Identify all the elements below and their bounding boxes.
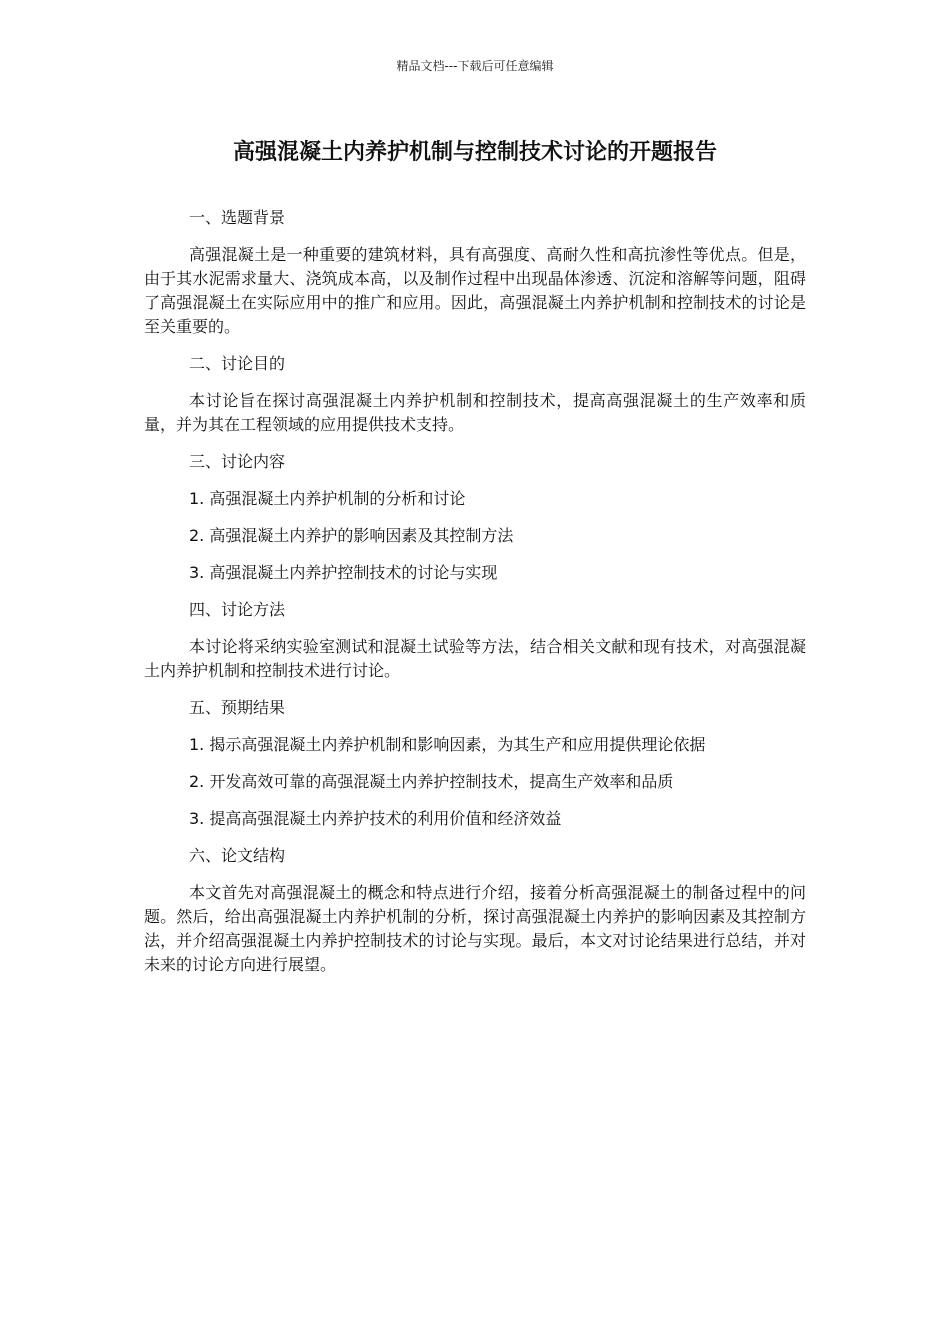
- section-heading-expected-results: 五、预期结果: [189, 698, 286, 717]
- header-note: 精品文档---下载后可任意编辑: [396, 59, 554, 73]
- section-heading-method: 四、讨论方法: [189, 600, 286, 619]
- list-item: 2. 高强混凝土内养护的影响因素及其控制方法: [189, 526, 514, 545]
- paragraph-method: 本讨论将采纳实验室测试和混凝土试验等方法，结合相关文献和现有技术，对高强混凝土内养护机制和控制技术进行讨论。: [144, 637, 806, 680]
- list-item: 1. 揭示高强混凝土内养护机制和影响因素，为其生产和应用提供理论依据: [189, 735, 706, 754]
- list-item: 1. 高强混凝土内养护机制的分析和讨论: [189, 489, 466, 508]
- document-title: 高强混凝土内养护机制与控制技术讨论的开题报告: [232, 140, 717, 165]
- document-body: [144, 206, 806, 990]
- section-heading-purpose: 二、讨论目的: [189, 354, 286, 373]
- section-heading-content: 三、讨论内容: [189, 452, 286, 471]
- list-item: 3. 高强混凝土内养护控制技术的讨论与实现: [189, 563, 498, 582]
- list-item: 2. 开发高效可靠的高强混凝土内养护控制技术，提高生产效率和品质: [189, 772, 674, 791]
- paragraph-structure: 本文首先对高强混凝土的概念和特点进行介绍，接着分析高强混凝土的制备过程中的问题。然后，给出高强混凝土内养护机制的分析，探讨高强混凝土内养护的影响因素及其控制方法，并介绍高强混凝土内养护控制技术的讨论与实现。最后，本文对讨论结果进行总结，并对未来的讨论方向进行展望。: [144, 883, 806, 974]
- paragraph-purpose: 本讨论旨在探讨高强混凝土内养护机制和控制技术，提高高强混凝土的生产效率和质量，并为其在工程领域的应用提供技术支持。: [144, 391, 806, 434]
- section-heading-structure: 六、论文结构: [189, 846, 286, 865]
- list-item: 3. 提高高强混凝土内养护技术的利用价值和经济效益: [189, 809, 562, 828]
- section-heading-background: 一、选题背景: [189, 208, 286, 227]
- paragraph-background: 高强混凝土是一种重要的建筑材料，具有高强度、高耐久性和高抗渗性等优点。但是，由于其水泥需求量大、浇筑成本高，以及制作过程中出现晶体渗透、沉淀和溶解等问题，阻碍了高强混凝土在实际应用中的推广和应用。因此，高强混凝土内养护机制和控制技术的讨论是至关重要的。: [144, 245, 806, 336]
